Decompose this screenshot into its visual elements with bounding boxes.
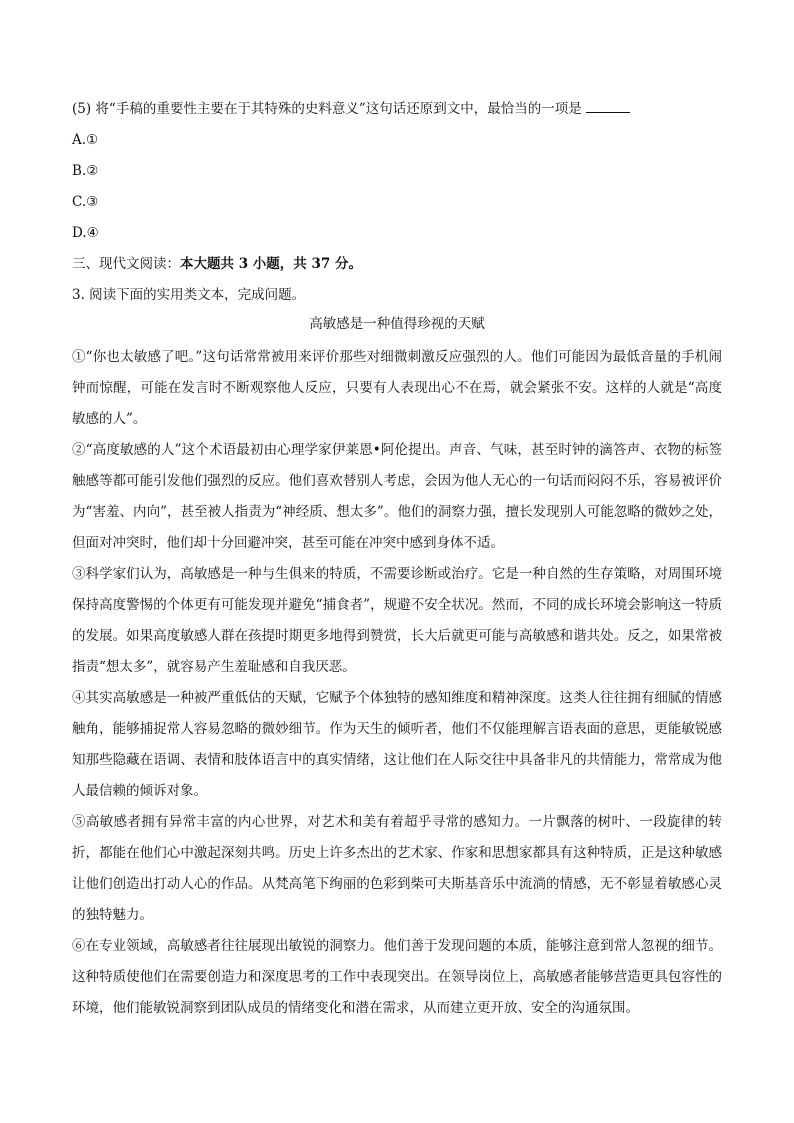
article-paragraph-6: ⑥在专业领域，高敏感者往往展现出敏锐的洞察力。他们善于发现问题的本质，能够注意到常人忽视的细节。这种特质使他们在需要创造力和深度思考的工作中表现突出。在领导岗位上，高敏感者能够营造更具包容性的环境，他们能敏锐洞察到团队成员的情绪变化和潜在需求，从而建立更开放、安全的沟通氛围。 xyxy=(72,938,722,1016)
section-label: 三、现代文阅读： xyxy=(72,256,180,272)
option-c[interactable]: C.③ xyxy=(72,194,99,210)
section-detail: 本大题共 3 小题，共 37 分。 xyxy=(180,256,362,272)
article-paragraph-2: ②“高度敏感的人”这个术语最初由心理学家伊莱恩•阿伦提出。声音、气味，甚至时钟的滴答声、衣物的标签触感等都可能引发他们强烈的反应。他们喜欢替别人考虑，会因为他人无心的一句话而闷闷不乐，容易被评价为“害羞、内向”，甚至被人指责为“神经质、想太多”。他们的洞察力强，擅长发现别人可能忽略的微妙之处，但面对冲突时，他们却十分回避冲突，甚至可能在冲突中感到身体不适。 xyxy=(72,442,722,551)
article-paragraph-5: ⑤高敏感者拥有异常丰富的内心世界，对艺术和美有着超乎寻常的感知力。一片飘落的树叶、一段旋律的转折，都能在他们心中激起深刻共鸣。历史上许多杰出的艺术家、作家和思想家都具有这种特质，正是这种敏感让他们创造出打动人心的作品。从梵高笔下绚丽的色彩到柴可夫斯基音乐中流淌的情感，无不彰显着敏感心灵的独特魅力。 xyxy=(72,814,722,923)
article-paragraph-4: ④其实高敏感是一种被严重低估的天赋，它赋予个体独特的感知维度和精神深度。这类人往往拥有细腻的情感触角，能够捕捉常人容易忽略的微妙细节。作为天生的倾听者，他们不仅能理解言语表面的意思，更能敏锐感知那些隐藏在语调、表情和肢体语言中的真实情绪，这让他们在人际交往中具备非凡的共情能力，常常成为他人最信赖的倾诉对象。 xyxy=(72,690,722,799)
option-a[interactable]: A.① xyxy=(72,132,99,148)
question-5-stem xyxy=(72,100,722,119)
exam-page xyxy=(72,100,722,1024)
question-3-instruction: 3. 阅读下面的实用类文本，完成问题。 xyxy=(72,287,306,303)
answer-blank[interactable] xyxy=(586,100,630,113)
option-d[interactable]: D.④ xyxy=(72,225,99,241)
article-title: 高敏感是一种值得珍视的天赋 xyxy=(309,316,485,332)
article-paragraph-3: ③科学家们认为，高敏感是一种与生俱来的特质，不需要诊断或治疗。它是一种自然的生存策略，对周围环境保持高度警惕的个体更有可能发现并避免“捕食者”，规避不安全状况。然而，不同的成长环境会影响这一特质的发展。如果高度敏感人群在孩提时期更多地得到赞赏，长大后就更可能与高敏感和谐共处。反之，如果常被指责“想太多”，就容易产生羞耻感和自我厌恶。 xyxy=(72,566,722,675)
article-paragraph-1: ①“你也太敏感了吧。”这句话常常被用来评价那些对细微刺激反应强烈的人。他们可能因为最低音量的手机闹钟而惊醒，可能在发言时不断观察他人反应，只要有人表现出心不在焉，就会紧张不安。这样的人就是“高度敏感的人”。 xyxy=(72,349,722,427)
section-heading xyxy=(72,255,722,274)
option-b[interactable]: B.② xyxy=(72,163,99,179)
question-5-text: (5) 将“手稿的重要性主要在于其特殊的史料意义”这句话还原到文中，最恰当的一项是 xyxy=(72,101,582,117)
